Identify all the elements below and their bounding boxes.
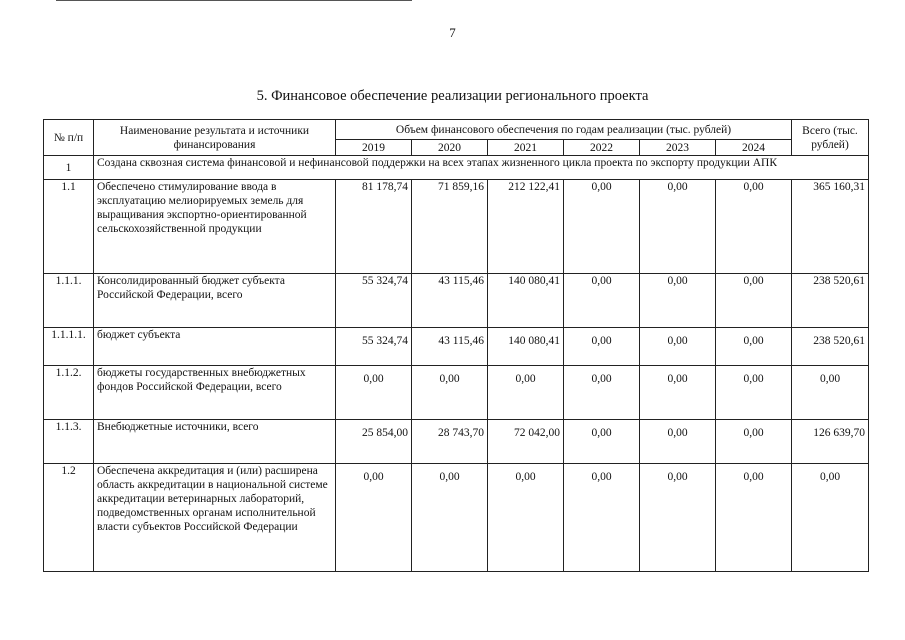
row-total: 0,00 bbox=[792, 464, 869, 572]
table-row bbox=[44, 420, 869, 464]
table-row bbox=[44, 328, 869, 366]
financing-table bbox=[43, 119, 869, 572]
row-value-2021: 0,00 bbox=[488, 366, 564, 420]
row-name: бюджеты государственных внебюджетных фондов Российской Федерации, всего bbox=[94, 366, 336, 420]
table-row bbox=[44, 366, 869, 420]
row-value-2023: 0,00 bbox=[640, 180, 716, 274]
row-value-2023: 0,00 bbox=[640, 420, 716, 464]
row-value-2021: 212 122,41 bbox=[488, 180, 564, 274]
row-value-2022: 0,00 bbox=[564, 180, 640, 274]
row-value-2022: 0,00 bbox=[564, 274, 640, 328]
header-year-2021: 2021 bbox=[488, 140, 564, 156]
row-value-2020: 43 115,46 bbox=[412, 274, 488, 328]
row-num: 1.1 bbox=[44, 180, 94, 274]
row-num: 1.1.1. bbox=[44, 274, 94, 328]
row-num: 1.1.2. bbox=[44, 366, 94, 420]
row-value-2022: 0,00 bbox=[564, 464, 640, 572]
table-row bbox=[44, 274, 869, 328]
section-title: 5. Финансовое обеспечение реализации регионального проекта bbox=[256, 88, 649, 104]
row-value-2024: 0,00 bbox=[716, 366, 792, 420]
row-value-2019: 81 178,74 bbox=[336, 180, 412, 274]
row-value-2024: 0,00 bbox=[716, 328, 792, 366]
page-number: 7 bbox=[449, 25, 456, 40]
row-value-2019: 0,00 bbox=[336, 366, 412, 420]
row-name: бюджет субъекта bbox=[94, 328, 336, 366]
header-year-2019: 2019 bbox=[336, 140, 412, 156]
row-name: Внебюджетные источники, всего bbox=[94, 420, 336, 464]
row-value-2021: 72 042,00 bbox=[488, 420, 564, 464]
header-year-2020: 2020 bbox=[412, 140, 488, 156]
row-value-2020: 0,00 bbox=[412, 366, 488, 420]
row-value-2024: 0,00 bbox=[716, 464, 792, 572]
row-value-2023: 0,00 bbox=[640, 274, 716, 328]
row-value-2024: 0,00 bbox=[716, 420, 792, 464]
row-value-2021: 140 080,41 bbox=[488, 328, 564, 366]
row-name: Обеспечено стимулирование ввода в эксплуатацию мелиорируемых земель для выращивания экспортно-ориентированной сельскохозяйственной продукции bbox=[94, 180, 336, 274]
row-value-2021: 140 080,41 bbox=[488, 274, 564, 328]
table-row bbox=[44, 464, 869, 572]
table-row bbox=[44, 180, 869, 274]
row-total: 238 520,61 bbox=[792, 328, 869, 366]
row-num: 1.2 bbox=[44, 464, 94, 572]
row-value-2023: 0,00 bbox=[640, 366, 716, 420]
row-value-2023: 0,00 bbox=[640, 464, 716, 572]
top-rule bbox=[56, 0, 412, 1]
row-value-2023: 0,00 bbox=[640, 328, 716, 366]
section-row bbox=[44, 156, 869, 180]
row-total: 126 639,70 bbox=[792, 420, 869, 464]
row-value-2020: 28 743,70 bbox=[412, 420, 488, 464]
row-total: 238 520,61 bbox=[792, 274, 869, 328]
section-row-num: 1 bbox=[44, 156, 94, 180]
row-name: Консолидированный бюджет субъекта Российской Федерации, всего bbox=[94, 274, 336, 328]
row-value-2020: 71 859,16 bbox=[412, 180, 488, 274]
header-total: Всего (тыс. рублей) bbox=[792, 120, 869, 156]
row-name: Обеспечена аккредитация и (или) расширена область аккредитации в национальной системе аккредитации ветеринарных лабораторий, подведомственных органам исполнительной власти субъектов Российской Федерации bbox=[94, 464, 336, 572]
header-year-2024: 2024 bbox=[716, 140, 792, 156]
section-row-text: Создана сквозная система финансовой и нефинансовой поддержки на всех этапах жизненного цикла проекта по экспорту продукции АПК bbox=[94, 156, 869, 180]
header-volume: Объем финансового обеспечения по годам реализации (тыс. рублей) bbox=[336, 120, 792, 140]
header-name: Наименование результата и источники финансирования bbox=[94, 120, 336, 156]
header-year-2023: 2023 bbox=[640, 140, 716, 156]
row-value-2019: 55 324,74 bbox=[336, 328, 412, 366]
row-value-2019: 55 324,74 bbox=[336, 274, 412, 328]
row-value-2019: 0,00 bbox=[336, 464, 412, 572]
row-value-2024: 0,00 bbox=[716, 180, 792, 274]
row-value-2022: 0,00 bbox=[564, 366, 640, 420]
row-value-2019: 25 854,00 bbox=[336, 420, 412, 464]
row-value-2021: 0,00 bbox=[488, 464, 564, 572]
row-num: 1.1.3. bbox=[44, 420, 94, 464]
row-value-2020: 43 115,46 bbox=[412, 328, 488, 366]
row-value-2020: 0,00 bbox=[412, 464, 488, 572]
header-year-2022: 2022 bbox=[564, 140, 640, 156]
row-total: 365 160,31 bbox=[792, 180, 869, 274]
row-value-2022: 0,00 bbox=[564, 420, 640, 464]
row-value-2024: 0,00 bbox=[716, 274, 792, 328]
header-num: № п/п bbox=[44, 120, 94, 156]
row-total: 0,00 bbox=[792, 366, 869, 420]
row-value-2022: 0,00 bbox=[564, 328, 640, 366]
row-num: 1.1.1.1. bbox=[44, 328, 94, 366]
